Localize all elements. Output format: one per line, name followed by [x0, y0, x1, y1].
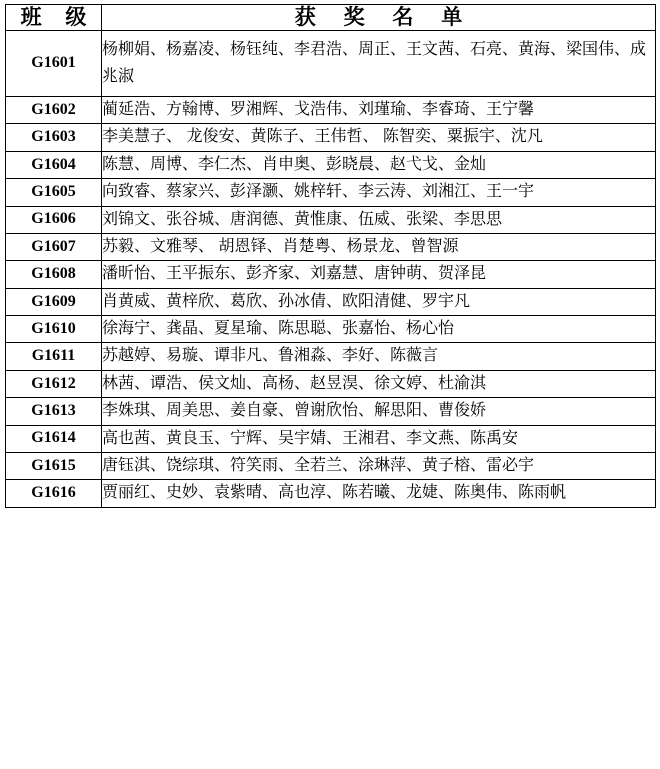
table-row — [6, 453, 656, 480]
table-row — [6, 343, 656, 370]
table-row — [6, 316, 656, 343]
cell-names: 李美慧子、 龙俊安、黄陈子、王伟哲、 陈智奕、粟振宇、沈凡 — [102, 124, 656, 151]
cell-class: G1609 — [6, 288, 102, 315]
cell-names: 杨柳娟、杨嘉凌、杨钰纯、李君浩、周正、王文茜、石亮、黄海、梁国伟、成兆淑 — [102, 31, 656, 97]
cell-class: G1607 — [6, 233, 102, 260]
cell-class: G1613 — [6, 398, 102, 425]
cell-names: 肖黄威、黄梓欣、葛欣、孙冰倩、欧阳清健、罗宇凡 — [102, 288, 656, 315]
cell-names: 向致睿、蔡家兴、彭泽灏、姚梓轩、李云涛、刘湘江、王一宇 — [102, 179, 656, 206]
table-row — [6, 288, 656, 315]
cell-names: 蔺延浩、方翰博、罗湘辉、戈浩伟、刘瑾瑜、李睿琦、王宁馨 — [102, 96, 656, 123]
table-row — [6, 31, 656, 97]
cell-names: 徐海宁、龚晶、夏星瑜、陈思聪、张嘉怡、杨心怡 — [102, 316, 656, 343]
cell-class: G1601 — [6, 31, 102, 97]
cell-names: 李姝琪、周美思、姜自豪、曾谢欣怡、解思阳、曹俊娇 — [102, 398, 656, 425]
table-row — [6, 151, 656, 178]
table-row — [6, 124, 656, 151]
table-row — [6, 480, 656, 507]
cell-names: 陈慧、周博、李仁杰、肖申奥、彭晓晨、赵弋戈、金灿 — [102, 151, 656, 178]
cell-names: 苏越婷、易璇、谭非凡、鲁湘淼、李好、陈薇言 — [102, 343, 656, 370]
cell-class: G1604 — [6, 151, 102, 178]
cell-class: G1612 — [6, 370, 102, 397]
column-header-names: 获 奖 名 单 — [102, 5, 656, 31]
cell-class: G1606 — [6, 206, 102, 233]
cell-class: G1614 — [6, 425, 102, 452]
cell-class: G1615 — [6, 453, 102, 480]
table-row — [6, 398, 656, 425]
cell-class: G1602 — [6, 96, 102, 123]
cell-class: G1608 — [6, 261, 102, 288]
table-header — [6, 5, 656, 31]
table-row — [6, 96, 656, 123]
cell-names: 贾丽红、史妙、袁紫晴、高也淳、陈若曦、龙婕、陈奥伟、陈雨帆 — [102, 480, 656, 507]
award-table — [5, 4, 656, 508]
cell-class: G1610 — [6, 316, 102, 343]
column-header-class: 班 级 — [6, 5, 102, 31]
cell-names: 苏毅、文雅琴、 胡恩铎、肖楚粤、杨景龙、曾智源 — [102, 233, 656, 260]
table-header-row — [6, 5, 656, 31]
table-row — [6, 261, 656, 288]
table-row — [6, 179, 656, 206]
cell-names: 唐钰淇、饶综琪、符笑雨、全若兰、涂琳萍、黄子榕、雷必宇 — [102, 453, 656, 480]
cell-class: G1611 — [6, 343, 102, 370]
cell-names: 高也茜、黄良玉、宁辉、吴宇婧、王湘君、李文燕、陈禹安 — [102, 425, 656, 452]
table-row — [6, 425, 656, 452]
cell-names: 潘昕怡、王平振东、彭齐家、刘嘉慧、唐钟萌、贺泽昆 — [102, 261, 656, 288]
table-body — [6, 31, 656, 508]
cell-names: 林茜、谭浩、侯文灿、高杨、赵昱淏、徐文婷、杜渝淇 — [102, 370, 656, 397]
table-row — [6, 370, 656, 397]
table-row — [6, 233, 656, 260]
table-row — [6, 206, 656, 233]
cell-class: G1605 — [6, 179, 102, 206]
cell-class: G1603 — [6, 124, 102, 151]
cell-class: G1616 — [6, 480, 102, 507]
cell-names: 刘锦文、张谷城、唐润德、黄惟康、伍威、张梁、李思思 — [102, 206, 656, 233]
